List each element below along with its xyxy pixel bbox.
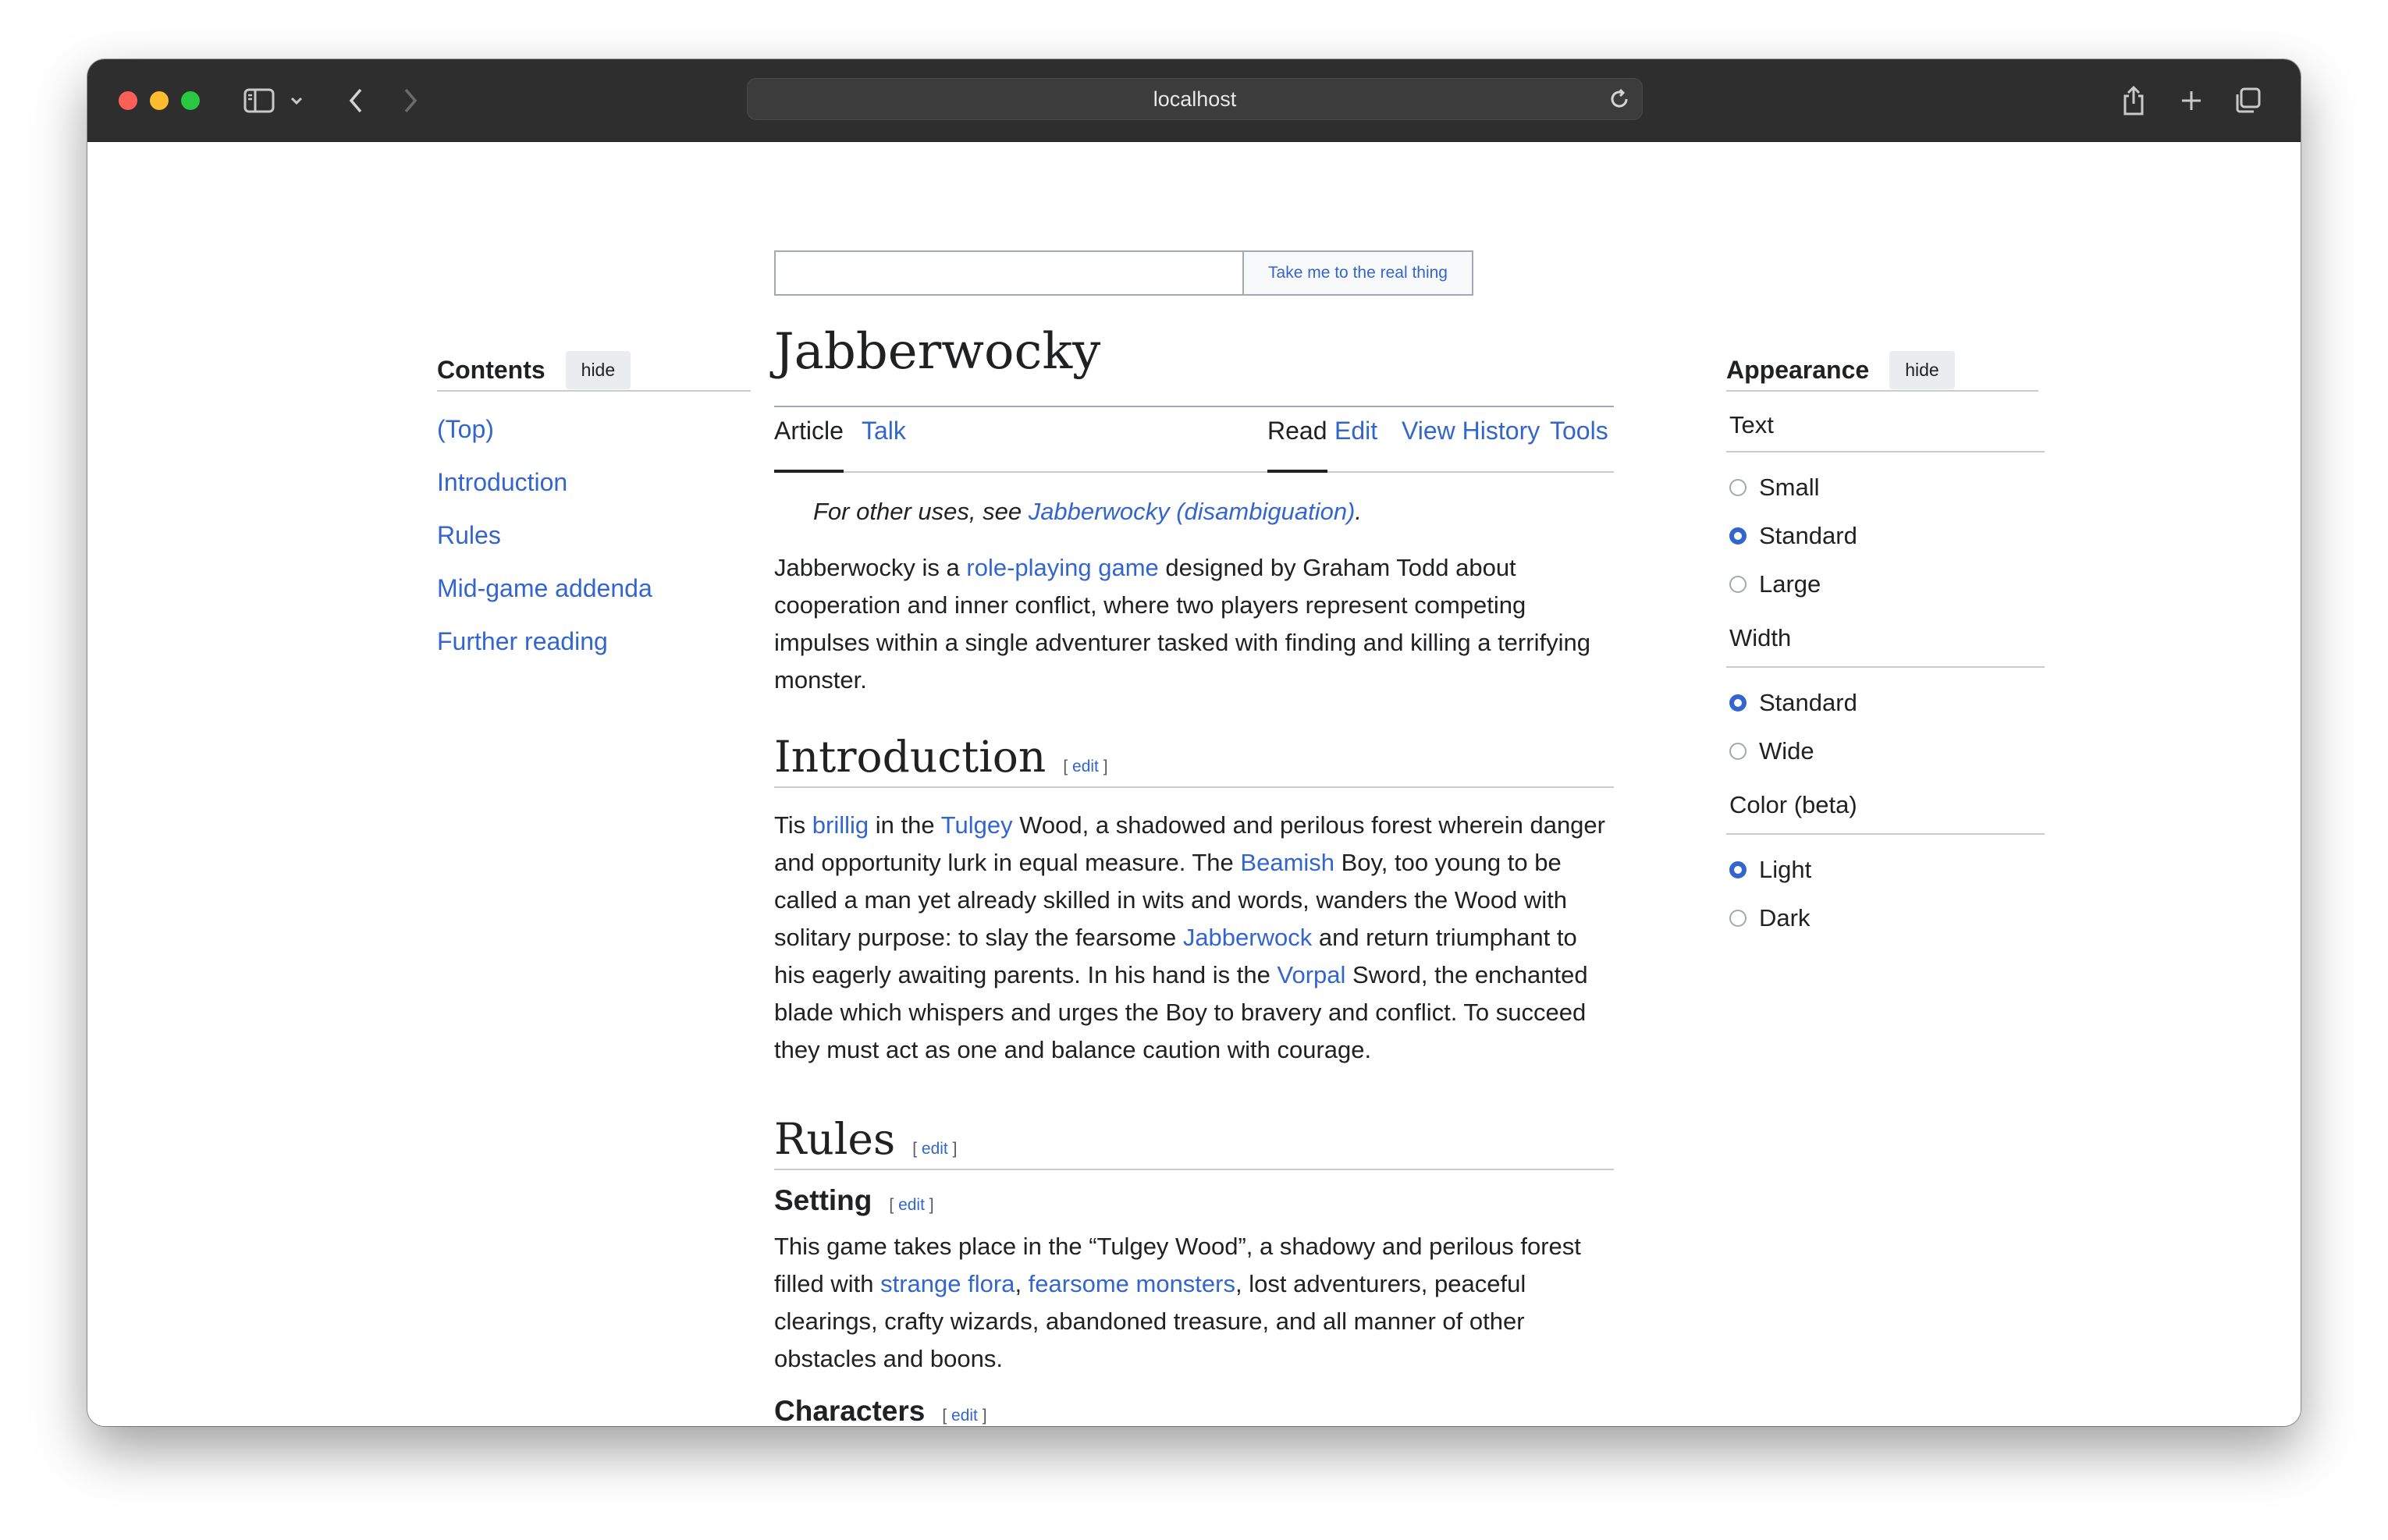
web-page [87,142,2301,1426]
toc-hide-button[interactable]: hide [566,351,631,389]
page-title: Jabberwocky [774,323,1101,381]
characters-heading: Characters [ edit ] [774,1395,987,1426]
text-size-large-radio[interactable]: Large [1726,560,2045,609]
toc-item-top[interactable]: (Top) [437,415,494,443]
tab-overview-icon[interactable] [2230,81,2265,120]
setting-edit-link[interactable]: [ edit ] [889,1196,934,1214]
new-tab-icon[interactable] [2174,81,2209,120]
article-body [774,493,1614,1426]
role-playing-game-link[interactable]: role-playing game [966,554,1159,581]
color-group-title: Color (beta) [1726,775,2045,835]
tulgey-link[interactable]: Tulgey [940,811,1013,839]
tab-tools[interactable]: Tools [1550,417,1608,445]
text-size-group-title: Text [1726,392,2045,452]
chevron-down-icon[interactable] [287,81,306,120]
tab-view-history[interactable]: View History [1402,417,1540,445]
browser-window [87,59,2301,1426]
radio-dot [1729,479,1747,496]
text-size-standard-radio[interactable]: Standard [1726,512,2045,560]
browser-titlebar [87,59,2301,142]
tab-talk[interactable]: Talk [862,417,906,445]
table-of-contents [437,350,751,668]
color-dark-radio[interactable]: Dark [1726,894,2045,942]
reload-icon[interactable] [1608,87,1631,116]
appearance-hide-button[interactable]: hide [1889,351,1954,389]
brillig-link[interactable]: brillig [812,811,869,839]
hatnote: For other uses, see Jabberwocky (disambiguation). [813,498,1363,525]
url-text: localhost [1153,87,1237,111]
strange-flora-link[interactable]: strange flora [880,1270,1015,1297]
setting-heading: Setting [ edit ] [774,1184,934,1216]
introduction-paragraph: Tis brillig in the Tulgey Wood, a shadowed and perilous forest wherein danger and opportunity lurk in equal measure. The Beamish Boy, too young to be called a man yet already skilled in wits and words, wanders the Wood with solitary purpose: to slay the fearsome Jabberwock and return triumphant to his eagerly awaiting parents. In his hand is the Vorpal Sword, the enchanted blade which whispers and urges the Boy to bravery and conflict. To succeed they must act as one and balance caution with courage. [774,811,1605,1063]
width-standard-radio[interactable]: Standard [1726,679,2045,727]
radio-dot [1729,743,1747,760]
tab-article[interactable]: Article [774,417,844,473]
vorpal-link[interactable]: Vorpal [1277,961,1346,988]
width-group-title: Width [1726,609,2045,668]
minimize-window-button[interactable] [150,91,169,110]
toc-item-further-reading[interactable]: Further reading [437,627,608,655]
address-bar[interactable] [747,78,1643,120]
close-window-button[interactable] [119,91,137,110]
search-button[interactable]: Take me to the real thing [1242,250,1473,296]
disambiguation-link[interactable]: Jabberwocky (disambiguation) [1028,498,1356,525]
appearance-title: Appearance [1726,355,1870,384]
introduction-heading: Introduction [ edit ] [774,732,1614,788]
appearance-panel [1726,350,2045,942]
search-input[interactable] [774,250,1244,296]
zoom-window-button[interactable] [181,91,200,110]
toc-item-introduction[interactable]: Introduction [437,468,568,496]
intro-paragraph: Jabberwocky is a role-playing game designed by Graham Todd about cooperation and inner conflict, where two players represent competing impulses within a single adventurer tasked with finding and killing a terrifying monster. [774,554,1590,694]
text-size-small-radio[interactable]: Small [1726,463,2045,512]
toc-item-mid-game-addenda[interactable]: Mid-game addenda [437,574,652,602]
toc-item-rules[interactable]: Rules [437,521,501,549]
radio-dot-selected [1729,861,1747,878]
radio-dot-selected [1729,527,1747,545]
characters-edit-link[interactable]: [ edit ] [942,1407,987,1425]
rules-heading: Rules [ edit ] [774,1114,1614,1170]
fearsome-monsters-link[interactable]: fearsome monsters [1028,1270,1235,1297]
toc-title: Contents [437,355,545,384]
introduction-edit-link[interactable]: [ edit ] [1063,758,1108,775]
tab-edit[interactable]: Edit [1334,417,1378,445]
back-arrow-icon[interactable] [340,81,371,120]
jabberwock-link[interactable]: Jabberwock [1182,924,1313,951]
width-wide-radio[interactable]: Wide [1726,727,2045,775]
radio-dot [1729,576,1747,593]
sidebar-toggle-icon[interactable] [240,81,278,120]
forward-arrow-icon[interactable] [395,81,426,120]
page-tabs [774,406,1614,473]
radio-dot-selected [1729,694,1747,711]
beamish-link[interactable]: Beamish [1240,849,1335,876]
tab-read[interactable]: Read [1267,417,1327,473]
color-light-radio[interactable]: Light [1726,846,2045,894]
rules-edit-link[interactable]: [ edit ] [912,1140,958,1158]
radio-dot [1729,910,1747,927]
setting-paragraph: This game takes place in the “Tulgey Wood”, a shadowy and perilous forest filled with strange flora, fearsome monsters, lost adventurers, peaceful clearings, crafty wizards, abandoned treasure, and all manner of other obstacles and boons. [774,1233,1581,1372]
share-icon[interactable] [2116,81,2151,120]
